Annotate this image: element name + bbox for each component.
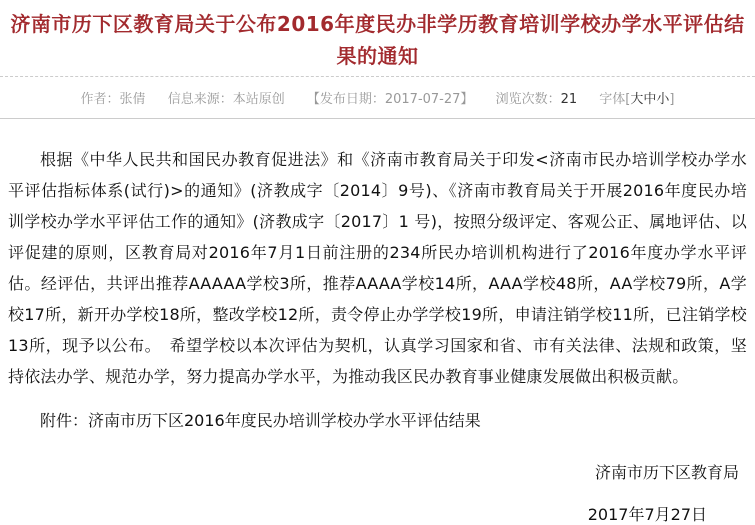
author-label: 作者： bbox=[80, 92, 120, 107]
font-size-medium-link[interactable]: 中 bbox=[643, 92, 657, 107]
notice-page bbox=[0, 8, 755, 524]
font-size-large-link[interactable]: 大 bbox=[630, 92, 644, 107]
views-meta bbox=[496, 92, 578, 107]
attachment-line: 附件：济南市历下区2016年度民办培训学校办学水平评估结果 bbox=[40, 411, 481, 430]
publish-date-meta: 【发布日期：2017-07-27】 bbox=[306, 92, 474, 107]
views-label: 浏览次数： bbox=[495, 92, 561, 107]
meta-solid-divider bbox=[0, 118, 755, 119]
notice-body-paragraph: 根据《中华人民共和国民办教育促进法》和《济南市教育局关于印发<济南市民办培训学校办学水平评估指标体系(试行)>的通知》(济教成字〔2014〕9号)、《济南市教育局关于开展2016年度民办培训学校办学水平评估工作的通知》(济教成字〔2017〕1 号)，按照分级评定、客观公正、属地评估、以评促建的原则，区教育局对2016年7月1日前注册的234所民办培训机构进行了2016年度办学水平评估。经评估，共评出推荐AAAAA学校3所，推荐AAAA学校14所，AAA学校48所，AA学校79所，A学校17所，新开办学校18所，整改学校12所，责令停止办学学校19所，申请注销学校11所，已注销学校13所，现予以公布。 希望学校以本次评估为契机，认真学习国家和省、市有关法律、法规和政策，坚持依法办学、规范办学，努力提高办学水平，为推动我区民办教育事业健康发展做出积极贡献。 bbox=[8, 150, 747, 386]
font-switcher-label: 字体[ bbox=[599, 92, 631, 107]
font-size-switcher bbox=[599, 92, 674, 107]
author-meta bbox=[81, 92, 146, 107]
font-switcher-bracket-close: ] bbox=[669, 92, 675, 107]
issuer-signature: 济南市历下区教育局 bbox=[594, 463, 739, 482]
source-label: 信息来源： bbox=[167, 92, 233, 107]
meta-row bbox=[0, 77, 755, 118]
font-size-small-link[interactable]: 小 bbox=[656, 92, 670, 107]
source-value: 本站原创 bbox=[232, 92, 285, 107]
author-value: 张倩 bbox=[119, 92, 146, 107]
issue-date: 2017年7月27日 bbox=[587, 505, 707, 524]
notice-content bbox=[0, 144, 755, 525]
page-title: 济南市历下区教育局关于公布2016年度民办非学历教育培训学校办学水平评估结果的通知 bbox=[10, 12, 745, 68]
views-count: 21 bbox=[560, 92, 578, 107]
source-meta bbox=[168, 92, 285, 107]
